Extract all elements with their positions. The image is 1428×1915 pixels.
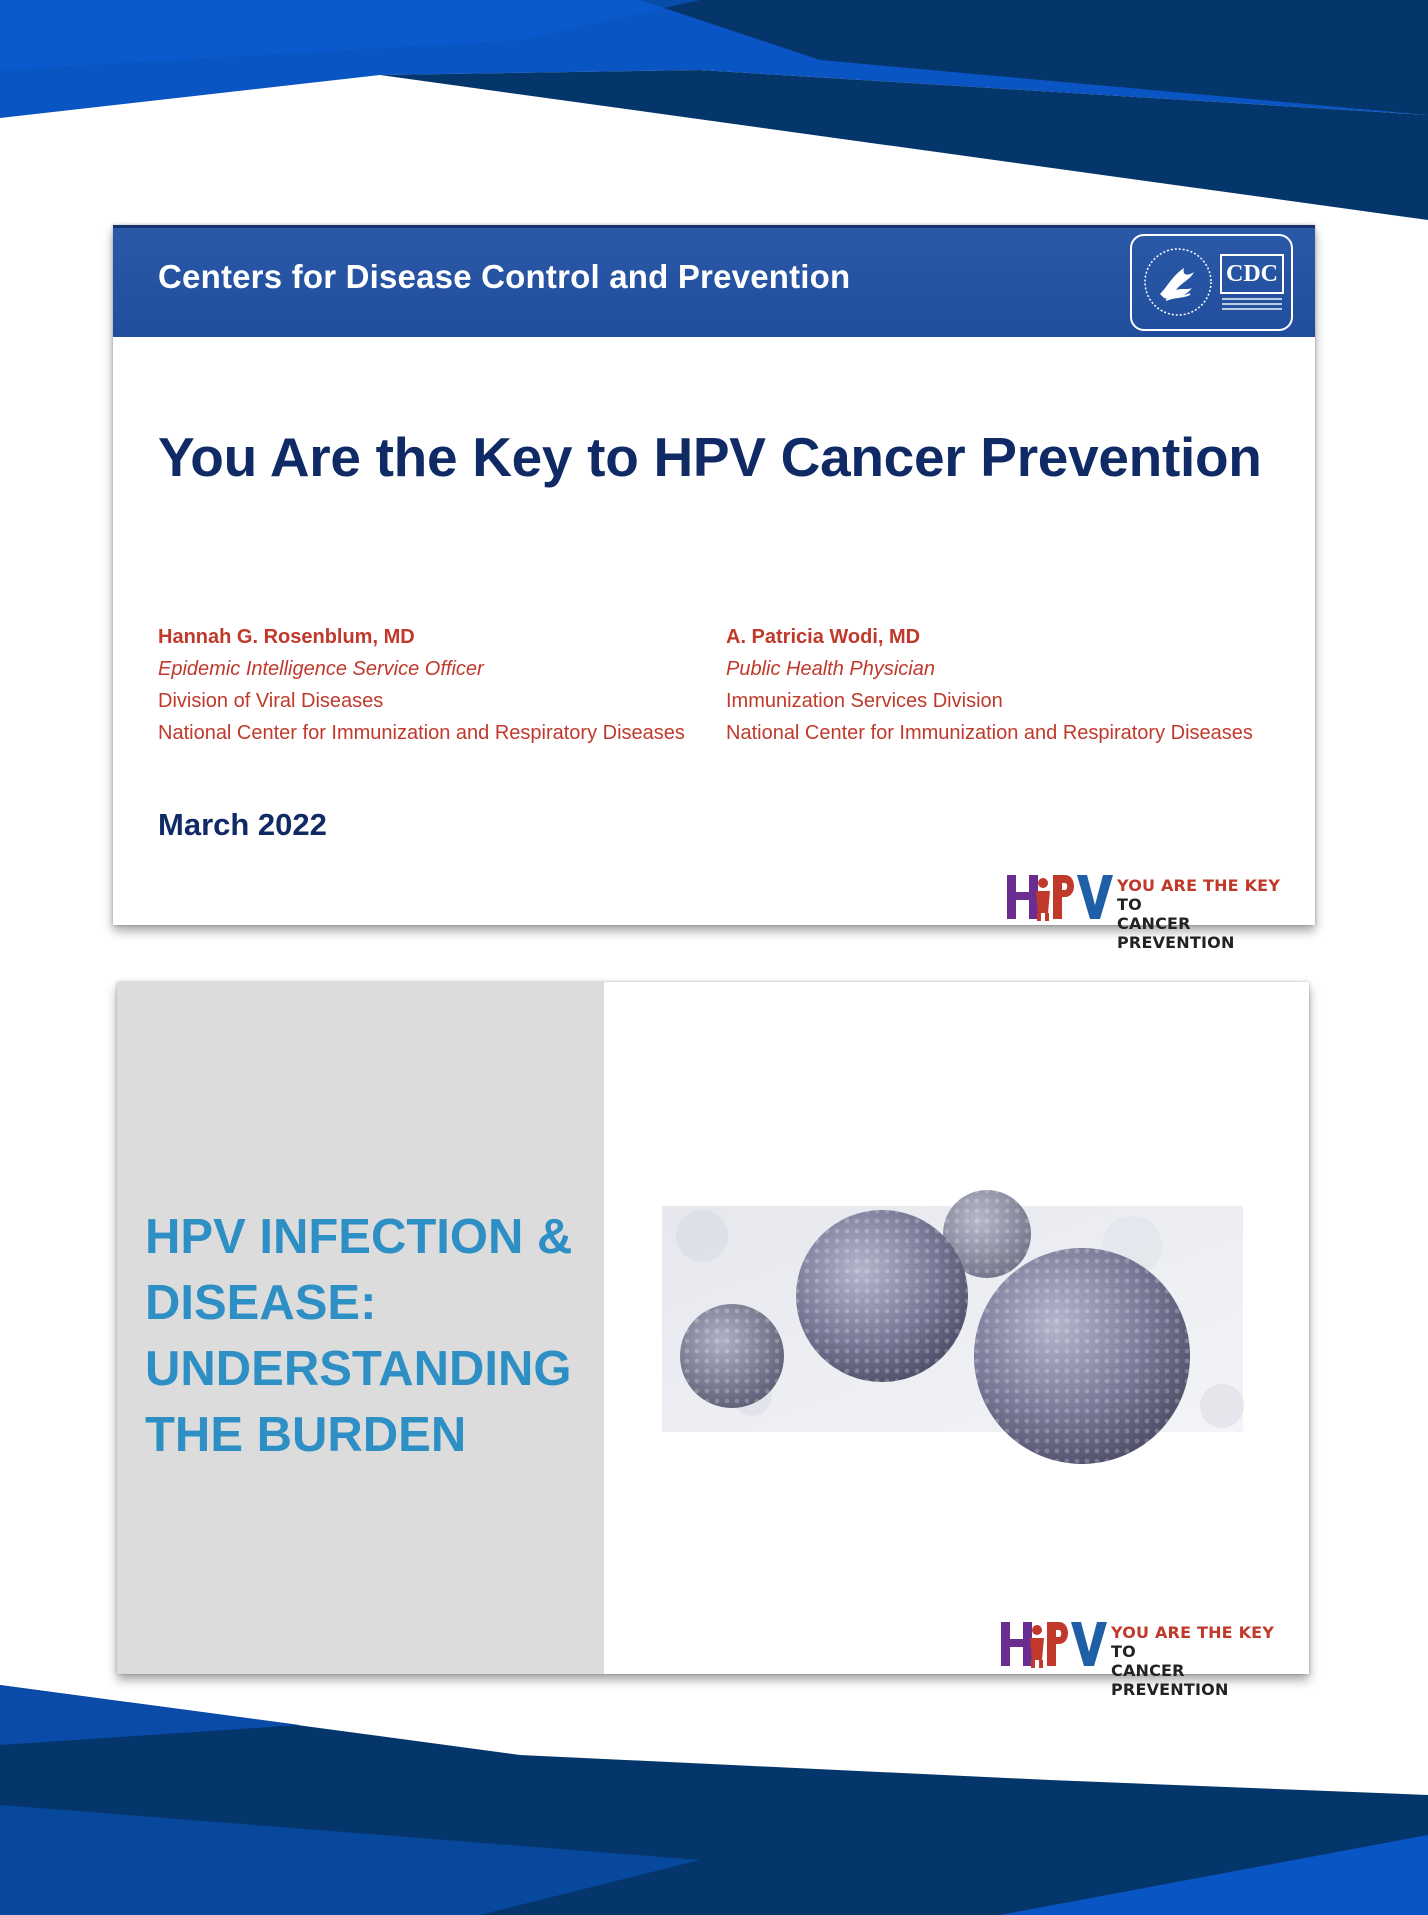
title-slide — [113, 225, 1315, 952]
organization-name: Centers for Disease Control and Prevention — [158, 258, 851, 295]
author-block — [158, 621, 685, 749]
tagline-to: TO — [1111, 1642, 1136, 1661]
author-name: Hannah G. Rosenblum, MD — [158, 626, 415, 648]
author-center: National Center for Immunization and Respiratory Diseases — [726, 722, 1253, 744]
slide-header — [113, 225, 1315, 337]
hpv-virus-particles-image — [662, 1206, 1243, 1432]
hhs-eagle-seal-icon — [1142, 246, 1214, 318]
section-title-line: UNDERSTANDING — [145, 1342, 572, 1396]
tagline-to: TO — [1117, 895, 1142, 914]
author-division: Immunization Services Division — [726, 690, 1003, 712]
hpv-tagline — [1117, 876, 1307, 952]
section-title-panel — [117, 982, 604, 1674]
section-title-line: DISEASE: — [145, 1276, 377, 1330]
section-title-line: HPV INFECTION & — [145, 1210, 573, 1264]
cdc-logo — [1130, 234, 1293, 331]
section-title — [145, 1204, 585, 1468]
top-decorative-band — [0, 0, 1428, 230]
hpv-campaign-logo — [1007, 871, 1307, 952]
tagline-line-2: CANCER PREVENTION — [1111, 1661, 1229, 1699]
author-role: Epidemic Intelligence Service Officer — [158, 658, 484, 680]
section-slide — [117, 982, 1309, 1699]
cdc-wordmark — [1220, 254, 1284, 312]
hpv-logo-icon — [1007, 871, 1115, 923]
cdc-text: CDC — [1220, 254, 1284, 294]
section-title-line: THE BURDEN — [145, 1408, 467, 1462]
presentation-title: You Are the Key to HPV Cancer Prevention — [158, 426, 1262, 488]
author-role: Public Health Physician — [726, 658, 935, 680]
author-name: A. Patricia Wodi, MD — [726, 626, 921, 648]
tagline-line-1: YOU ARE THE KEY — [1111, 1623, 1275, 1642]
presentation-date: March 2022 — [158, 807, 327, 842]
hpv-campaign-logo — [1001, 1618, 1301, 1699]
author-center: National Center for Immunization and Respiratory Diseases — [158, 722, 685, 744]
tagline-line-1: YOU ARE THE KEY — [1117, 876, 1281, 895]
bottom-decorative-band — [0, 1685, 1428, 1915]
author-division: Division of Viral Diseases — [158, 690, 384, 712]
author-block — [726, 621, 1253, 749]
hpv-logo-icon — [1001, 1618, 1109, 1670]
tagline-line-2: CANCER PREVENTION — [1117, 914, 1235, 952]
